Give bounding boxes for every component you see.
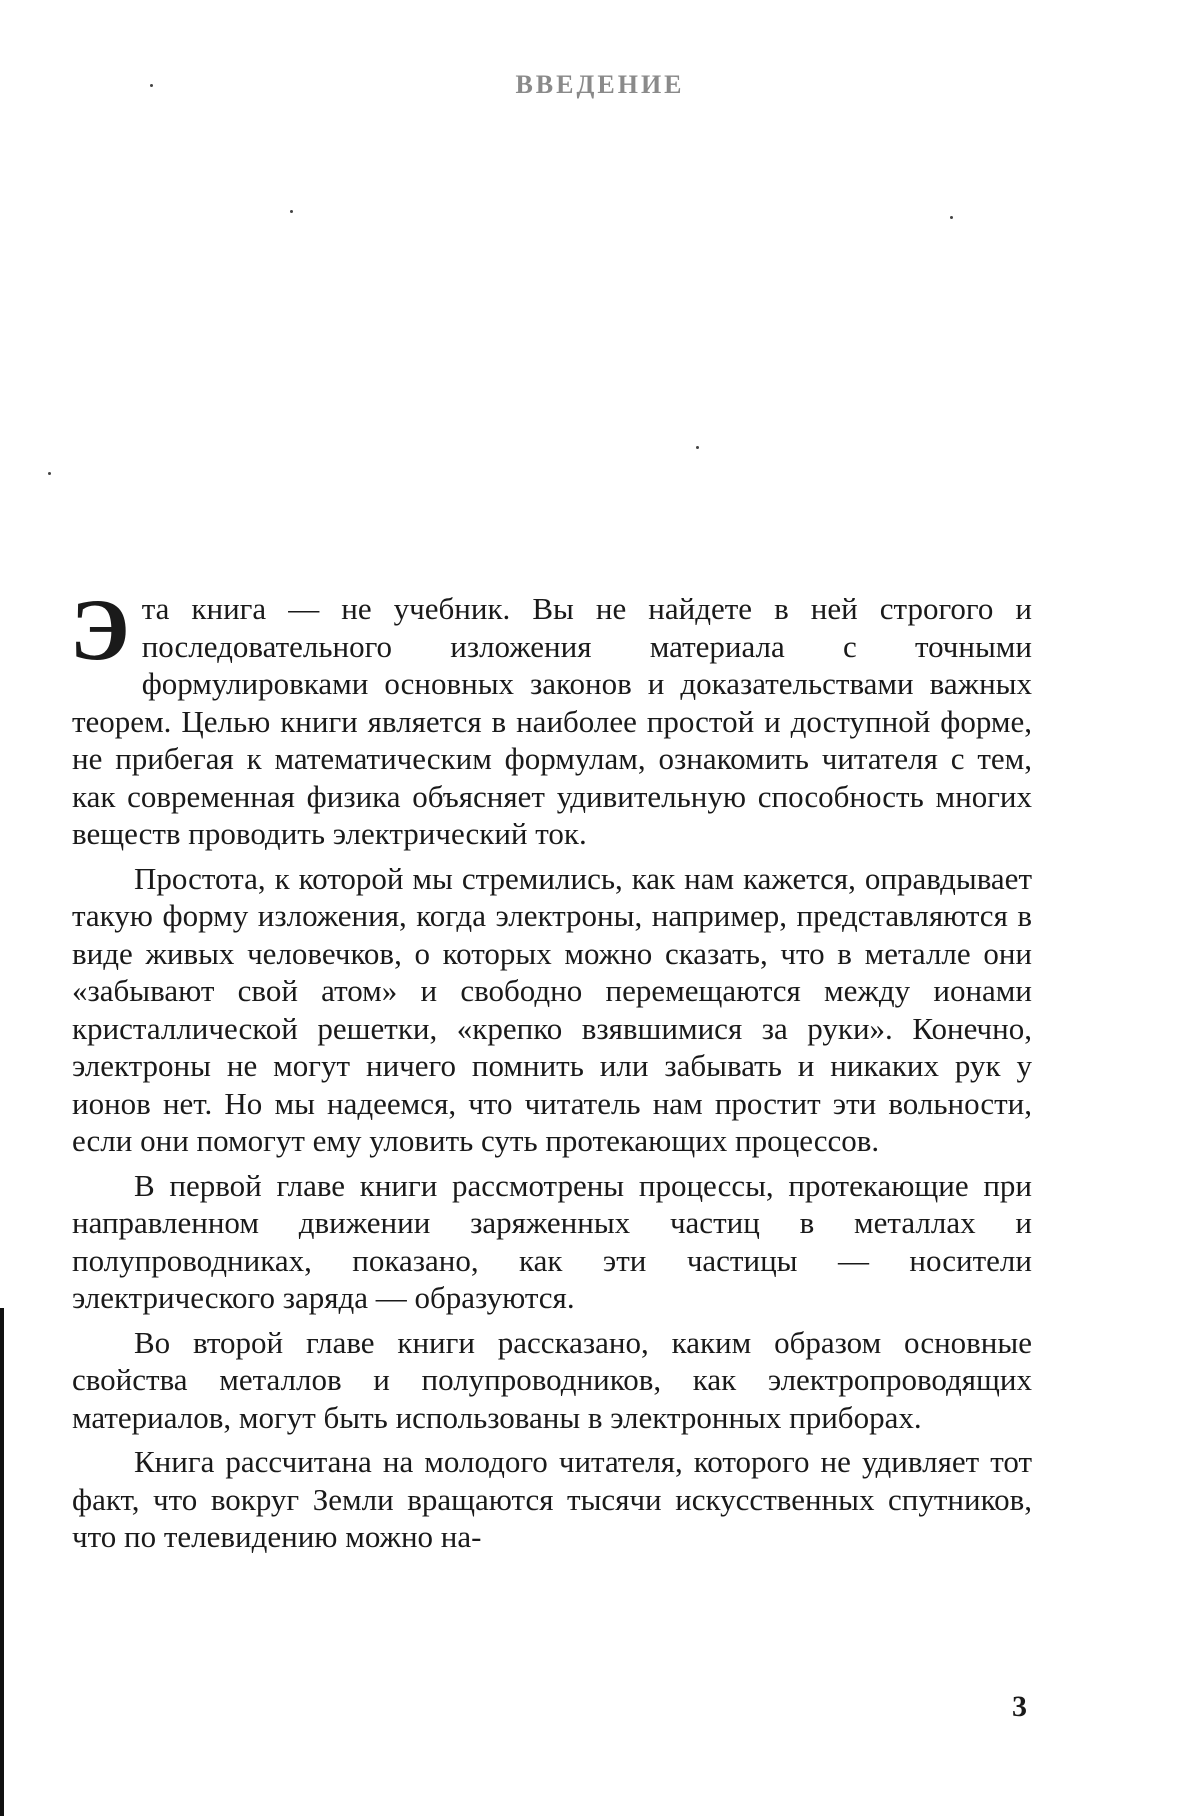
- print-speck: [150, 84, 153, 87]
- paragraph: [70, 582, 1032, 853]
- paragraph: В первой главе книги рассмотрены процессы, протекающие при направленном движении заряженных частиц в металлах и полупроводниках, показано, как эти частицы — носители электрического заряда — образуются.: [72, 1167, 1032, 1315]
- body-text: [70, 582, 1032, 1563]
- drop-cap: Э: [70, 582, 130, 679]
- print-speck: [950, 216, 953, 219]
- paragraph: Во второй главе книги рассказано, каким образом основные свойства металлов и полупроводников, как электропроводящих материалов, могут быть использованы в электронных приборах.: [72, 1324, 1032, 1435]
- paragraph: Книга рассчитана на молодого читателя, которого не удивляет тот факт, что вокруг Земли вращаются тысячи искусственных спутников, что по телевидению можно на-: [72, 1444, 1032, 1554]
- page-number: 3: [1012, 1690, 1027, 1723]
- print-speck: [696, 446, 699, 449]
- paragraph-text: та книга — не учебник. Вы не найдете в ней строгого и последовательного изложения материала с точными формулировками основных законов и доказательствами важных теорем. Целью книги является в наиболее простой и доступной форме, не прибегая к математическим формулам, ознакомить читателя с тем, как современная физика объясняет удивительную способность многих веществ проводить электрический ток.: [72, 591, 1032, 851]
- print-speck: [48, 472, 51, 475]
- chapter-heading: ВВЕДЕНИЕ: [515, 70, 685, 99]
- print-speck: [290, 210, 293, 213]
- scan-edge-shadow: [0, 1308, 4, 1816]
- paragraph: Простота, к которой мы стремились, как нам кажется, оправдывает такую форму изложения, когда электроны, например, представляются в виде живых человечков, о которых можно сказать, что в металле они «забывают свой атом» и свободно перемещаются между ионами кристаллической решетки, «крепко взявшимися за руки». Конечно, электроны не могут ничего помнить или забывать и никаких рук у ионов нет. Но мы надеемся, что читатель нам простит эти вольности, если они помогут ему уловить суть протекающих процессов.: [72, 860, 1032, 1158]
